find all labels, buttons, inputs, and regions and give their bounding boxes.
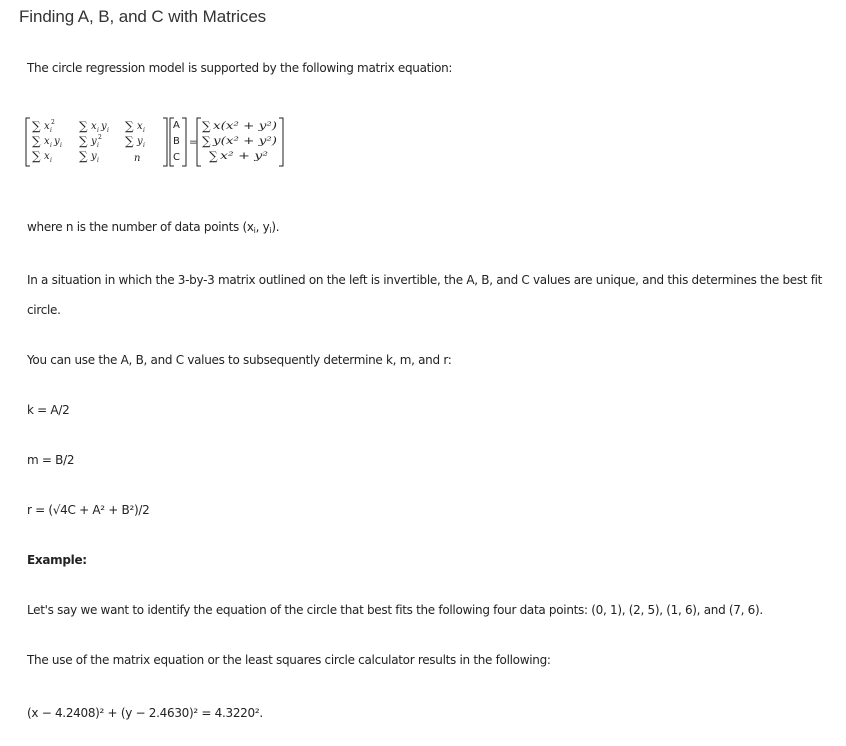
lhs-r2c1: x [44, 136, 50, 147]
rhs-left-bracket [197, 118, 201, 166]
sigma-symbol: ∑ [32, 149, 41, 163]
use-matrix-paragraph: The use of the matrix equation or the least squares circle calculator results in the following: [27, 653, 551, 667]
lhs-r3c3: n [134, 153, 141, 164]
lhs-row-2 [32, 134, 145, 149]
k-equation: k = A/2 [27, 403, 70, 417]
matrix-equation-svg [24, 116, 286, 168]
svg-text:y: y [101, 121, 107, 132]
equals-sign: = [189, 137, 198, 148]
vector-right-bracket [182, 118, 186, 166]
rhs-row-3: x² + y² [220, 151, 268, 162]
lhs-left-bracket [26, 118, 30, 166]
use-values-paragraph: You can use the A, B, and C values to subsequently determine k, m, and r: [27, 353, 452, 367]
sigma-symbol: ∑ [125, 119, 134, 133]
sigma-symbol: ∑ [202, 134, 211, 148]
rhs-row-1: x(x² + y²) [213, 121, 278, 132]
lhs-row-3 [32, 149, 140, 164]
vector-a: A [173, 120, 180, 131]
lhs-row-1 [32, 119, 145, 134]
vector-b: B [173, 136, 180, 147]
svg-text:2: 2 [98, 134, 102, 141]
sigma-symbol: ∑ [32, 119, 41, 133]
matrix-equation [24, 116, 286, 168]
m-equation: m = B/2 [27, 453, 75, 467]
svg-text:i: i [143, 127, 145, 134]
sigma-symbol: ∑ [79, 149, 88, 163]
r-equation: r = (√4C + A² + B²)/2 [27, 503, 150, 517]
sigma-symbol: ∑ [79, 134, 88, 148]
lhs-r2c3: y [137, 136, 143, 147]
rhs-right-bracket [279, 118, 283, 166]
svg-text:i: i [50, 127, 52, 134]
result-equation: (x − 4.2408)² + (y − 2.4630)² = 4.3220². [27, 706, 263, 720]
lhs-r1c3: x [137, 121, 143, 132]
lhs-r1c1: x [44, 121, 50, 132]
svg-text:2: 2 [51, 119, 55, 126]
svg-text:i: i [50, 142, 52, 149]
svg-text:y: y [54, 136, 60, 147]
lhs-right-bracket [163, 118, 167, 166]
svg-text:i: i [97, 142, 99, 149]
svg-text:i: i [50, 157, 52, 164]
lhs-r1c2: x [91, 121, 97, 132]
sigma-symbol: ∑ [79, 119, 88, 133]
sigma-symbol: ∑ [32, 134, 41, 148]
sigma-symbol: ∑ [209, 149, 218, 163]
sigma-symbol: ∑ [125, 134, 134, 148]
where-paragraph: where n is the number of data points ($x_i$, $y_i$). [27, 220, 280, 235]
lhs-r3c1: x [44, 151, 50, 162]
page-title: Finding A, B, and C with Matrices [19, 7, 267, 26]
invertible-paragraph-line-1: In a situation in which the 3-by-3 matrix outlined on the left is invertible, the A, B, and C values are unique, and this determines the best fit [27, 273, 823, 287]
svg-text:i: i [107, 127, 109, 134]
svg-text:i: i [97, 127, 99, 134]
svg-text:i: i [97, 157, 99, 164]
example-heading: Example: [27, 553, 87, 567]
rhs-row-2: y(x² + y²) [211, 136, 278, 147]
svg-text:i: i [60, 142, 62, 149]
example-paragraph: Let's say we want to identify the equation of the circle that best fits the following four data points: (0, 1), (2, 5), (1, 6), and (7, 6). [27, 603, 763, 617]
sigma-symbol: ∑ [202, 119, 211, 133]
invertible-paragraph-line-2: circle. [27, 303, 61, 317]
lhs-r3c2: y [91, 151, 97, 162]
vector-c: C [173, 152, 180, 163]
lhs-r2c2: y [91, 136, 97, 147]
intro-paragraph: The circle regression model is supported by the following matrix equation: [27, 61, 453, 75]
svg-text:i: i [143, 142, 145, 149]
